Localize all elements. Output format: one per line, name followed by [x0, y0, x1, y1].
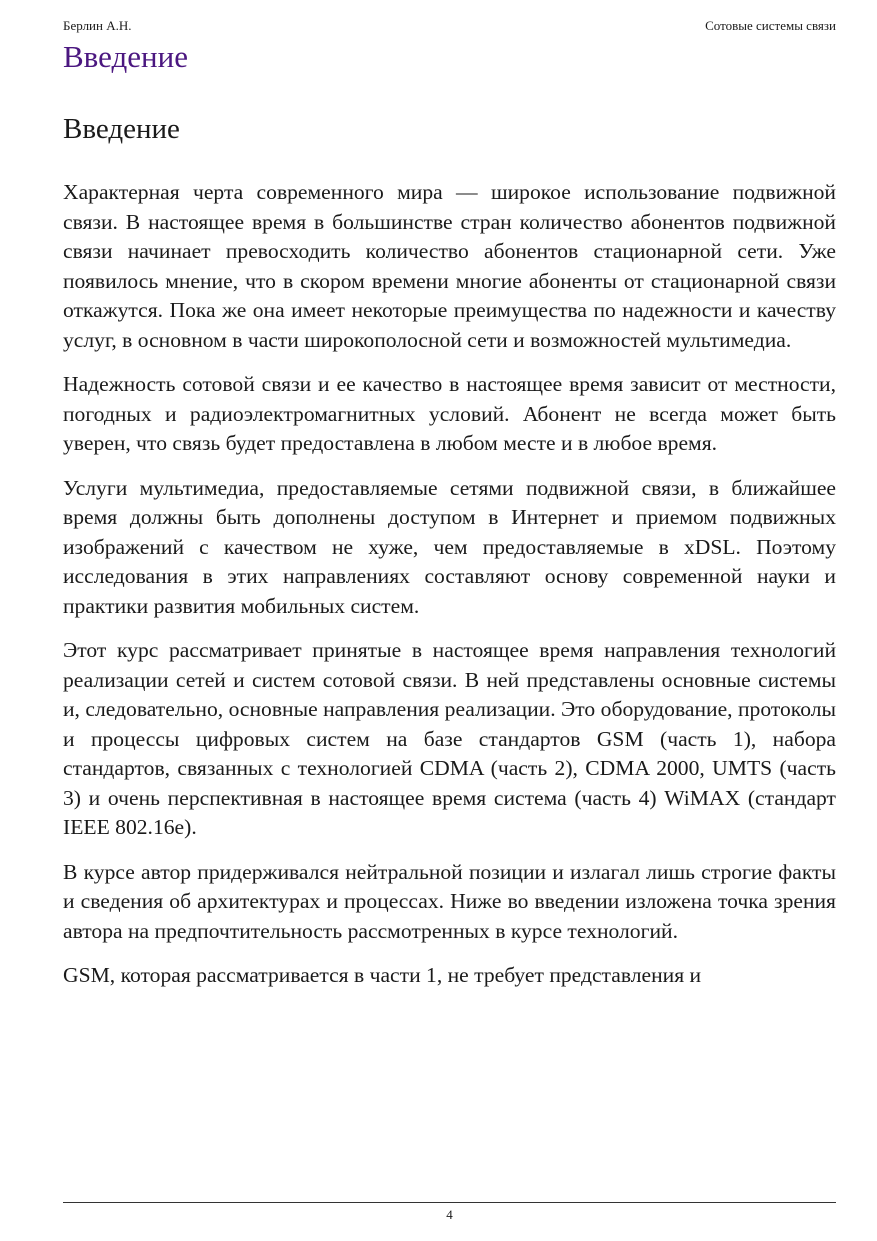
footer-divider: [63, 1202, 836, 1203]
paragraph: Характерная черта современного мира — широкое использование подвижной связи. В настоящее время в большинстве стран количество абонентов подвижной связи начинает превосходить количество абонентов стационарной сети. Уже появилось мнение, что в скором времени многие абоненты от стационарной связи откажутся. Пока же она имеет некоторые преимущества по надежности и качеству услуг, в основном в части широкополосной сети и возможностей мультимедиа.: [63, 180, 836, 352]
running-header: [63, 17, 836, 35]
paragraph: GSM, которая рассматривается в части 1, не требует представления и: [63, 963, 702, 987]
paragraph: В курсе автор придерживался нейтральной позиции и излагал лишь строгие факты и сведения об архитектурах и процессах. Ниже во введении изложена точка зрения автора на предпочтительность рассмотренных в курсе технологий.: [63, 859, 836, 943]
page-number: 4: [446, 1207, 453, 1222]
header-course-title: Сотовые системы связи: [705, 18, 836, 33]
document-page: [63, 0, 836, 1241]
paragraph: Надежность сотовой связи и ее качество в настоящее время зависит от местности, погодных и радиоэлектромагнитных условий. Абонент не всегда может быть уверен, что связь будет предоставлена в любом месте и в любое время.: [63, 372, 836, 455]
chapter-heading: Введение: [63, 113, 180, 145]
paragraph: Этот курс рассматривает принятые в настоящее время направления технологий реализации сетей и систем сотовой связи. В ней представлены основные системы и, следовательно, основные направления реализации. Это оборудование, протоколы и процессы цифровых систем на базе стандартов GSM (часть 1), набора стандартов, связанных с технологией CDMA (часть 2), CDMA 2000, UMTS (часть 3) и очень перспективная в настоящее время система (часть 4) WiMAX (стандарт IEEE 802.16e).: [63, 638, 836, 839]
header-author: Берлин А.Н.: [63, 18, 132, 33]
body-text: [63, 178, 836, 1195]
paragraph: Услуги мультимедиа, предоставляемые сетями подвижной связи, в ближайшее время должны быть дополнены доступом в Интернет и приемом подвижных изображений с качеством не хуже, чем предоставляемые в xDSL. Поэтому исследования в этих направлениях составляют основу современной науки и практики развития мобильных систем.: [63, 475, 836, 618]
section-title: Введение: [63, 39, 188, 74]
